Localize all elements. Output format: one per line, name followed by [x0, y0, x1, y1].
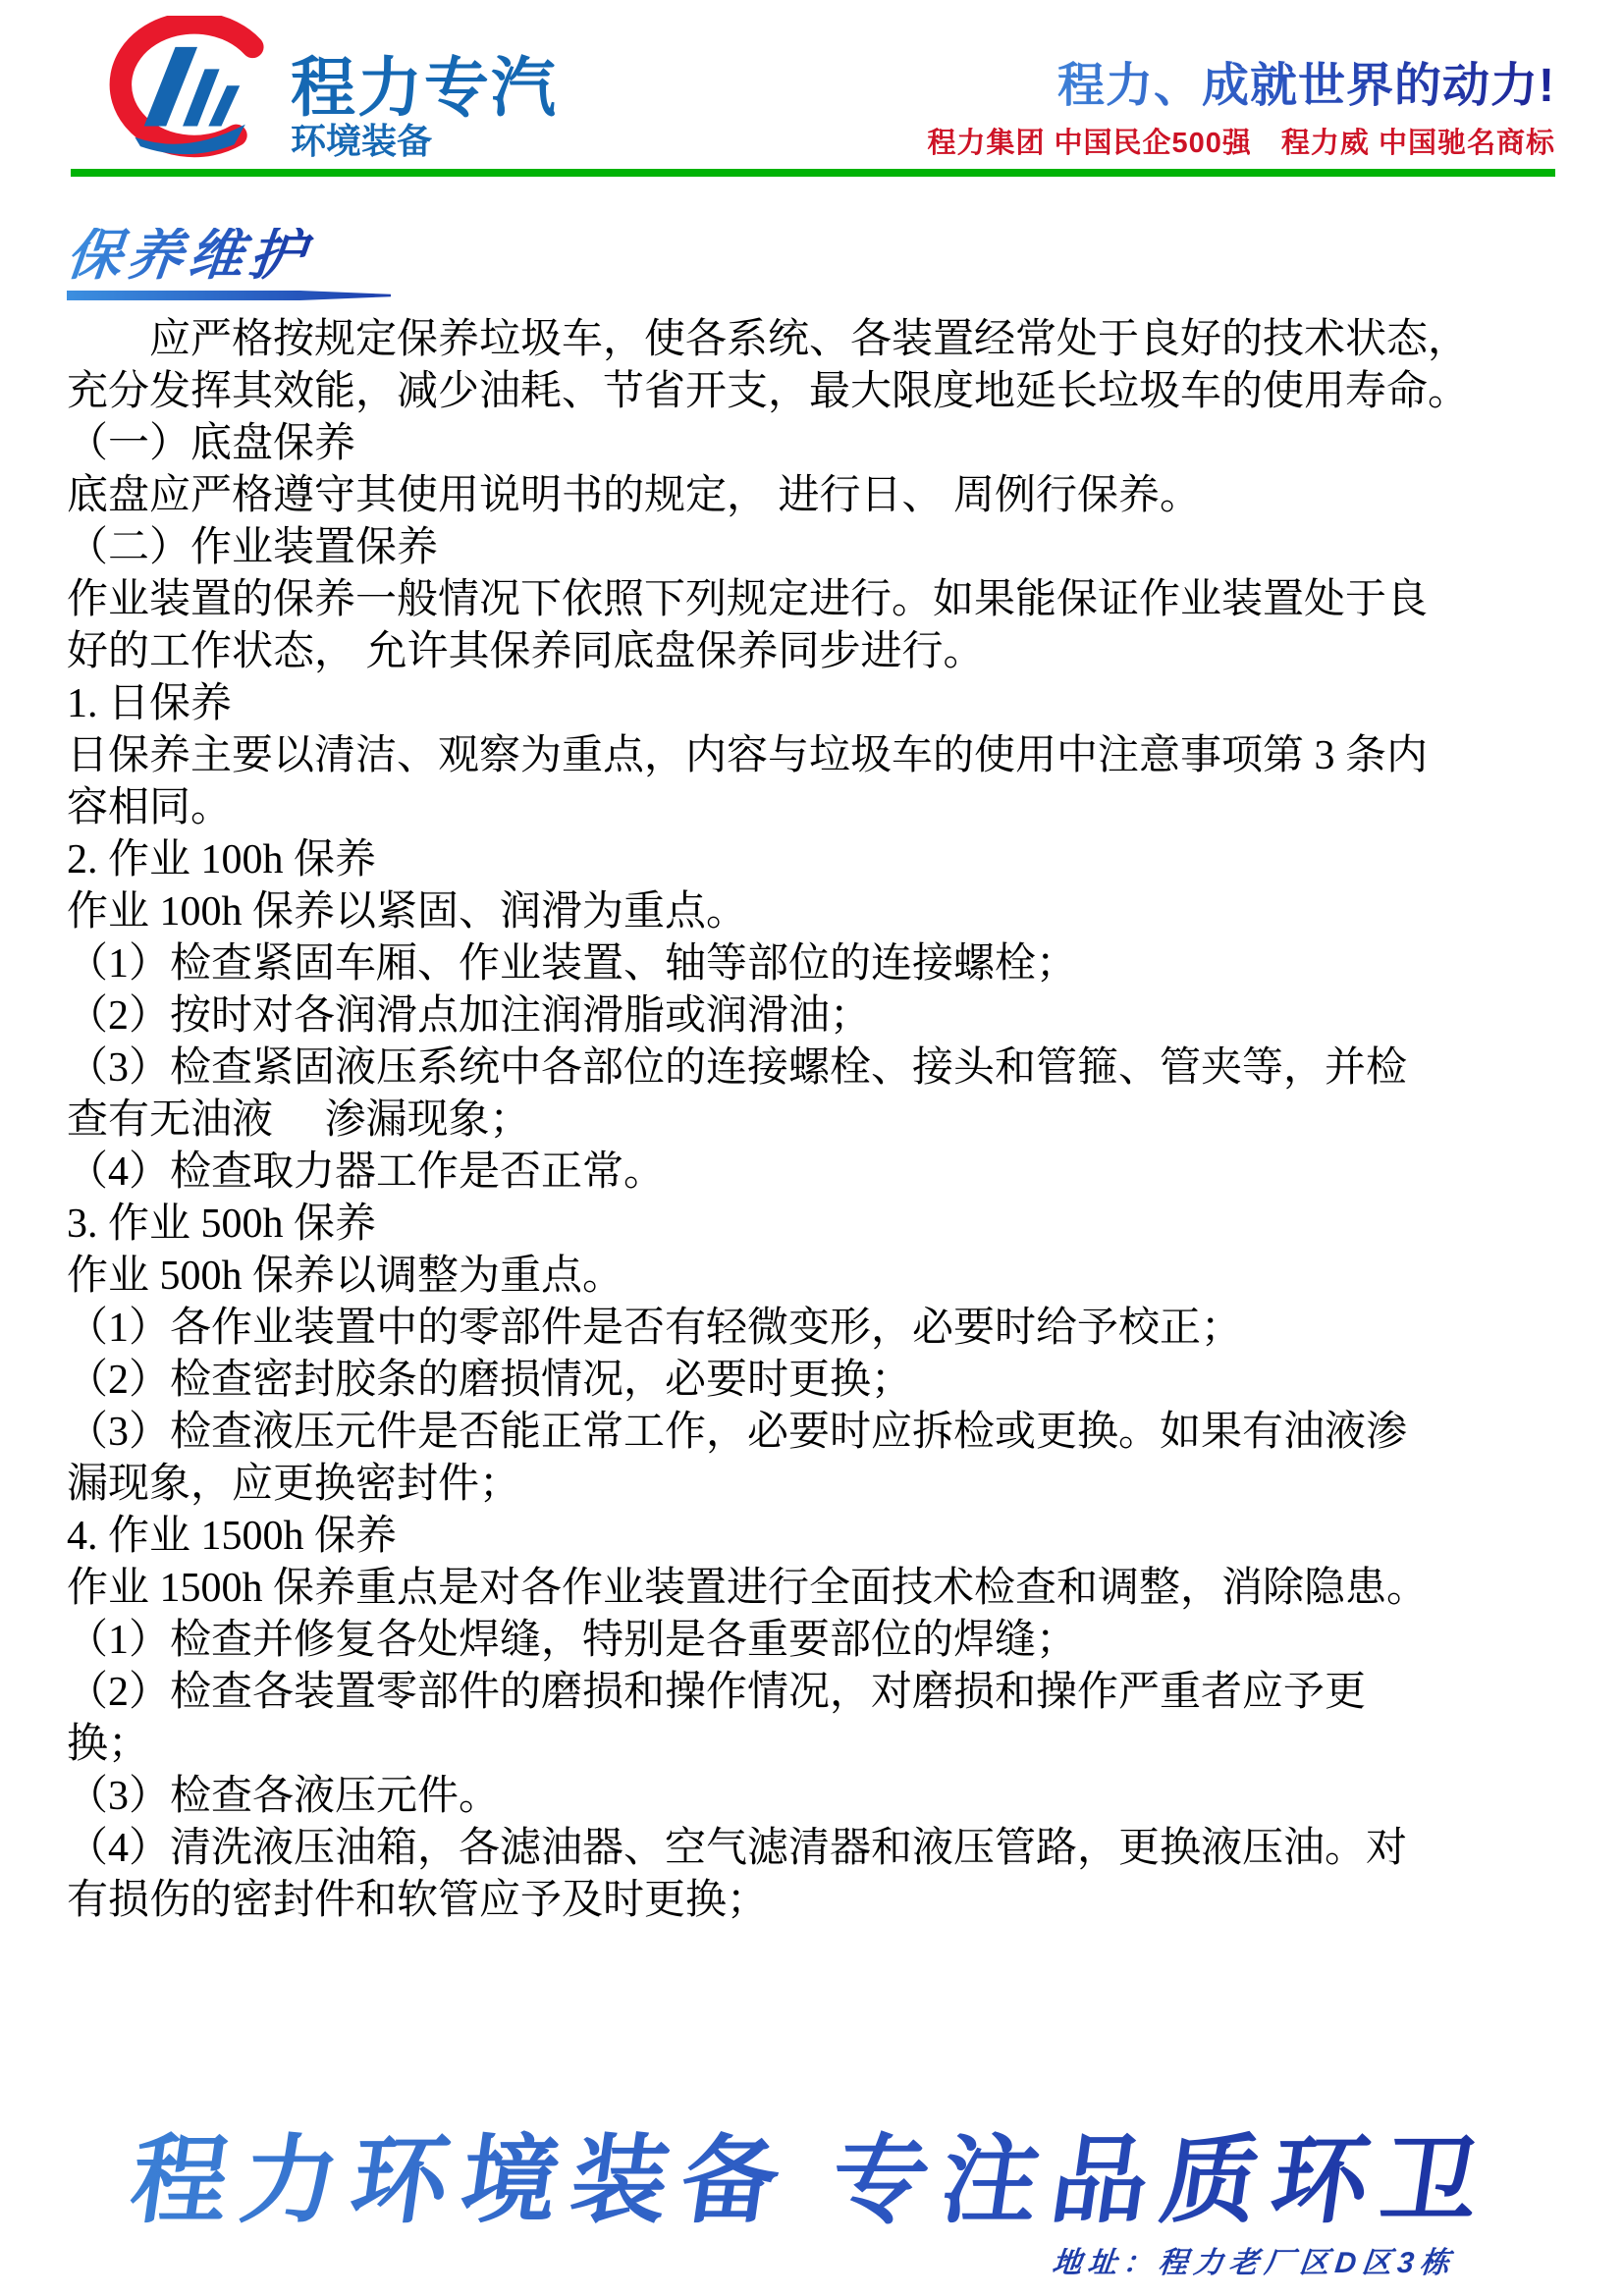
body-line: 作业 1500h 保养重点是对各作业装置进行全面技术检查和调整，消除隐患。 [67, 1566, 1429, 1611]
body-line: （1）各作业装置中的零部件是否有轻微变形，必要时给予校正； [67, 1306, 1243, 1351]
body-line: （1）检查紧固车厢、作业装置、轴等部位的连接螺栓； [67, 941, 1078, 987]
header-right [927, 59, 1555, 163]
body-line: 作业 100h 保养以紧固、润滑为重点。 [67, 889, 748, 934]
body-line: 换； [67, 1722, 150, 1767]
footer-tagline: 程力环境装备 专注品质环卫 [0, 2128, 1624, 2234]
page-title-text: 保养维护 [64, 228, 321, 283]
body-line: 漏现象，应更换密封件； [67, 1462, 521, 1507]
body-line: 好的工作状态， 允许其保养同底盘保养同步进行。 [67, 629, 985, 674]
brand-subname: 环境装备 [291, 121, 433, 162]
body-line: （2）按时对各润滑点加注润滑脂或润滑油； [67, 993, 872, 1039]
body-line: （4）检查取力器工作是否正常。 [67, 1149, 666, 1195]
body-line: 1. 日保养 [67, 681, 233, 726]
body-line: 容相同。 [67, 785, 233, 830]
body-line: （2）检查密封胶条的磨损情况，必要时更换； [67, 1358, 913, 1403]
body-line: （3）检查液压元件是否能正常工作，必要时应拆检或更换。如果有油液渗 [67, 1410, 1408, 1455]
body-text [67, 314, 1559, 1927]
body-line: 底盘应严格遵守其使用说明书的规定， 进行日、 周例行保养。 [67, 473, 1202, 518]
page-title [63, 224, 401, 300]
body-line: 作业 500h 保养以调整为重点。 [67, 1254, 624, 1299]
brand-logo [90, 16, 562, 163]
body-line: （二）作业装置保养 [67, 525, 439, 570]
body-line: 2. 作业 100h 保养 [67, 837, 377, 882]
brand-logo-text [291, 51, 562, 163]
body-line: 有损伤的密封件和软管应予及时更换； [67, 1878, 769, 1923]
body-line: 作业装置的保养一般情况下依照下列规定进行。如果能保证作业装置处于良 [67, 577, 1429, 622]
company-credentials: 程力集团 中国民企500强 程力威 中国驰名商标 [927, 128, 1555, 159]
body-line: 3. 作业 500h 保养 [67, 1201, 377, 1247]
body-line: （4）清洗液压油箱，各滤油器、空气滤清器和液压管路，更换液压油。对 [67, 1826, 1408, 1871]
body-line: （3）检查各液压元件。 [67, 1774, 501, 1819]
body-line: 应严格按规定保养垃圾车，使各系统、各装置经常处于良好的技术状态， [67, 317, 1470, 362]
brand-logo-icon [90, 16, 277, 163]
body-line: （2）检查各装置零部件的磨损和操作情况，对磨损和操作严重者应予更 [67, 1670, 1367, 1715]
green-divider [71, 169, 1555, 177]
body-line: 查有无油液 渗漏现象； [67, 1097, 531, 1143]
document-body [63, 177, 1559, 1927]
body-line: 充分发挥其效能，减少油耗、节省开支，最大限度地延长垃圾车的使用寿命。 [67, 369, 1470, 414]
brand-name: 程力专汽 [291, 51, 558, 125]
footer [0, 2126, 1624, 2279]
body-line: （一）底盘保养 [67, 421, 356, 466]
body-line: 日保养主要以清洁、观察为重点，内容与垃圾车的使用中注意事项第 3 条内 [67, 733, 1429, 778]
footer-address: 地址：程力老厂区D区3栋 [1050, 2247, 1457, 2279]
body-line: （3）检查紧固液压系统中各部位的连接螺栓、接头和管箍、管夹等，并检 [67, 1045, 1408, 1091]
header [0, 0, 1624, 169]
body-line: 4. 作业 1500h 保养 [67, 1514, 398, 1559]
company-slogan: 程力、成就世界的动力! [927, 59, 1555, 113]
title-underline [67, 291, 391, 300]
body-line: （1）检查并修复各处焊缝，特别是各重要部位的焊缝； [67, 1618, 1078, 1663]
